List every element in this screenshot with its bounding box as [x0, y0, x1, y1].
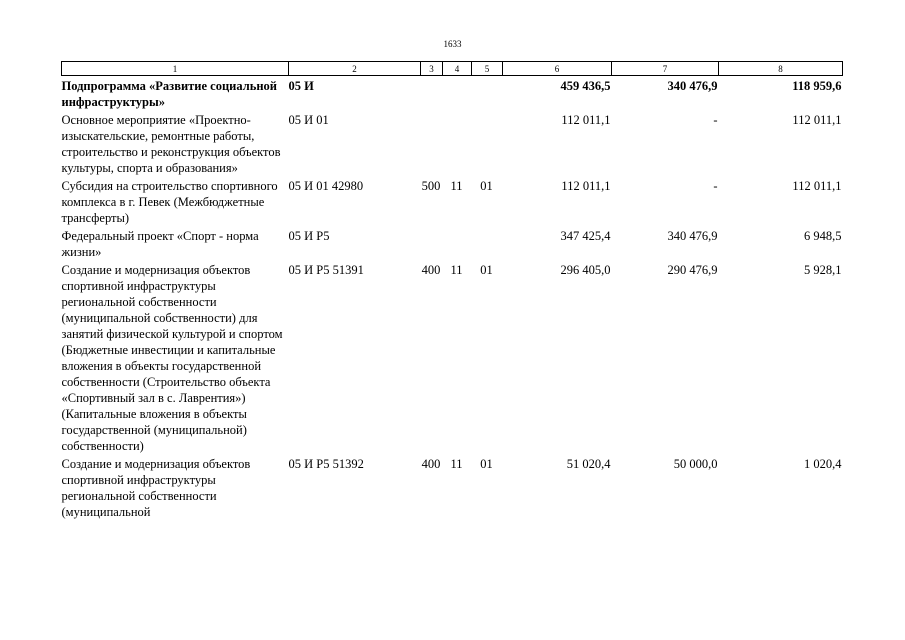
row-col3: 400: [421, 263, 441, 277]
row-value-8: 112 011,1: [792, 113, 842, 127]
row-code: 05 И P5 51391: [288, 263, 364, 277]
column-header-6: 6: [503, 62, 612, 76]
row-col4: [443, 76, 472, 111]
row-name: Подпрограмма «Развитие социальной инфраструктуры»: [61, 79, 278, 109]
row-value-6: 347 425,4: [560, 229, 611, 243]
row-value-6: 296 405,0: [560, 263, 611, 277]
row-code: 05 И P5: [288, 229, 330, 243]
column-header-5: 5: [472, 62, 503, 76]
row-name: Создание и модернизация объектов спортивной инфраструктуры региональной собственности (муниципальной: [61, 457, 251, 519]
page-number: 1633: [443, 39, 462, 49]
row-col4: 11: [450, 179, 463, 193]
row-value-8: 1 020,4: [804, 457, 842, 471]
table-row: [62, 454, 843, 520]
budget-table: [61, 61, 843, 520]
table-header: [62, 62, 843, 76]
table-row: [62, 176, 843, 226]
row-col4: 11: [450, 263, 463, 277]
row-value-7: 290 476,9: [667, 263, 718, 277]
row-value-8: 118 959,6: [792, 79, 842, 93]
column-header-2: 2: [289, 62, 421, 76]
row-value-8: 6 948,5: [804, 229, 842, 243]
column-header-4: 4: [443, 62, 472, 76]
row-value-7: -: [713, 179, 718, 193]
row-col5: [472, 110, 503, 176]
row-col5: 01: [480, 179, 493, 193]
row-col3: 400: [421, 457, 441, 471]
row-col3: [421, 110, 443, 176]
row-value-6: 51 020,4: [566, 457, 611, 471]
row-col5: 01: [480, 263, 493, 277]
row-col4: [443, 226, 472, 260]
row-name: Федеральный проект «Спорт - норма жизни»: [61, 229, 259, 259]
row-col5: 01: [480, 457, 493, 471]
row-col3: [421, 76, 443, 111]
row-value-8: 112 011,1: [792, 179, 842, 193]
row-col4: [443, 110, 472, 176]
column-header-1: 1: [62, 62, 289, 76]
column-header-7: 7: [612, 62, 719, 76]
row-name: Основное мероприятие «Проектно-изыскательские, ремонтные работы, строительство и реконструкция объектов культуры, спорта и образования»: [61, 113, 281, 175]
row-value-6: 112 011,1: [561, 179, 611, 193]
row-value-7: 340 476,9: [667, 229, 718, 243]
table-row: [62, 260, 843, 454]
row-value-7: 50 000,0: [673, 457, 718, 471]
row-value-7: 340 476,9: [667, 79, 718, 93]
row-col5: [472, 76, 503, 111]
column-header-8: 8: [719, 62, 843, 76]
column-header-3: 3: [421, 62, 443, 76]
row-col5: [472, 226, 503, 260]
row-code: 05 И 01: [288, 113, 329, 127]
table-row: [62, 226, 843, 260]
row-code: 05 И 01 42980: [288, 179, 364, 193]
table-row: [62, 110, 843, 176]
row-col4: 11: [450, 457, 463, 471]
row-col3: [421, 226, 443, 260]
row-col3: 500: [421, 179, 441, 193]
row-code: 05 И: [288, 79, 314, 93]
row-code: 05 И P5 51392: [288, 457, 364, 471]
table-row: [62, 76, 843, 111]
row-value-6: 112 011,1: [561, 113, 611, 127]
row-value-6: 459 436,5: [560, 79, 611, 93]
row-name: Субсидия на строительство спортивного комплекса в г. Певек (Межбюджетные трансферты): [61, 179, 278, 225]
row-value-7: -: [713, 113, 718, 127]
row-name: Создание и модернизация объектов спортивной инфраструктуры региональной собственности (муниципальной собственности) для занятий физической культурой и спортом (Бюджетные инвестиции и капитальные вложения в объекты государственной собственности (Строительство объекта «Спортивный зал в с. Лаврентия») (Капитальные вложения в объекты государственной (муниципальной) собственности): [61, 263, 283, 453]
row-value-8: 5 928,1: [804, 263, 842, 277]
